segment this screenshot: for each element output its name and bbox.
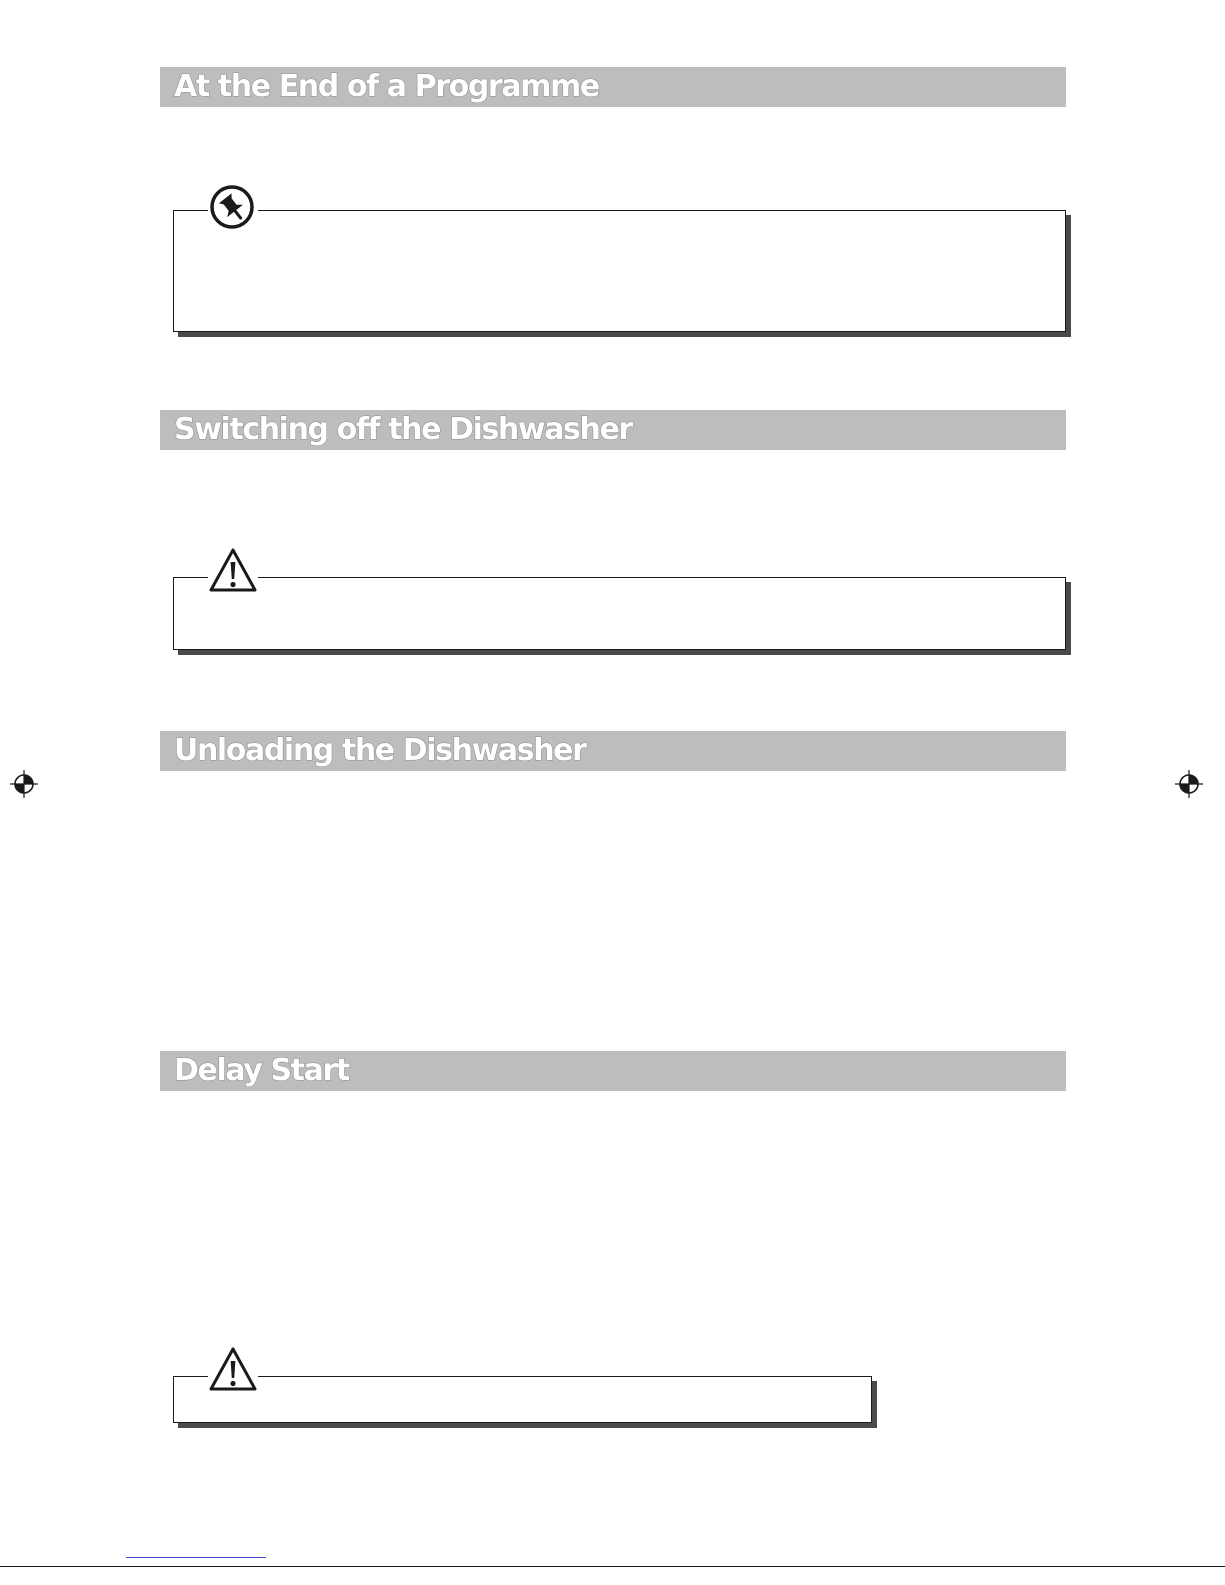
warning-icon: [208, 546, 258, 594]
footer-rule: [0, 1566, 1225, 1567]
note-box: [173, 210, 1066, 332]
section-header-switching-off: [160, 410, 1066, 450]
section-header-unloading: [160, 731, 1066, 771]
section-title: Unloading the Dishwasher: [174, 733, 586, 768]
section-title: Switching off the Dishwasher: [174, 412, 632, 447]
section-header-delay-start: [160, 1051, 1066, 1091]
footer-link-underline: [126, 1557, 266, 1558]
section-title: At the End of a Programme: [174, 69, 599, 104]
section-header-end-of-programme: [160, 67, 1066, 107]
registration-mark-icon: [1175, 770, 1203, 798]
registration-mark-icon: [10, 770, 38, 798]
warning-icon: [208, 1345, 258, 1393]
section-title: Delay Start: [174, 1053, 349, 1088]
pushpin-icon: [208, 183, 258, 231]
warning-box: [173, 1376, 872, 1423]
warning-box: [173, 577, 1066, 650]
